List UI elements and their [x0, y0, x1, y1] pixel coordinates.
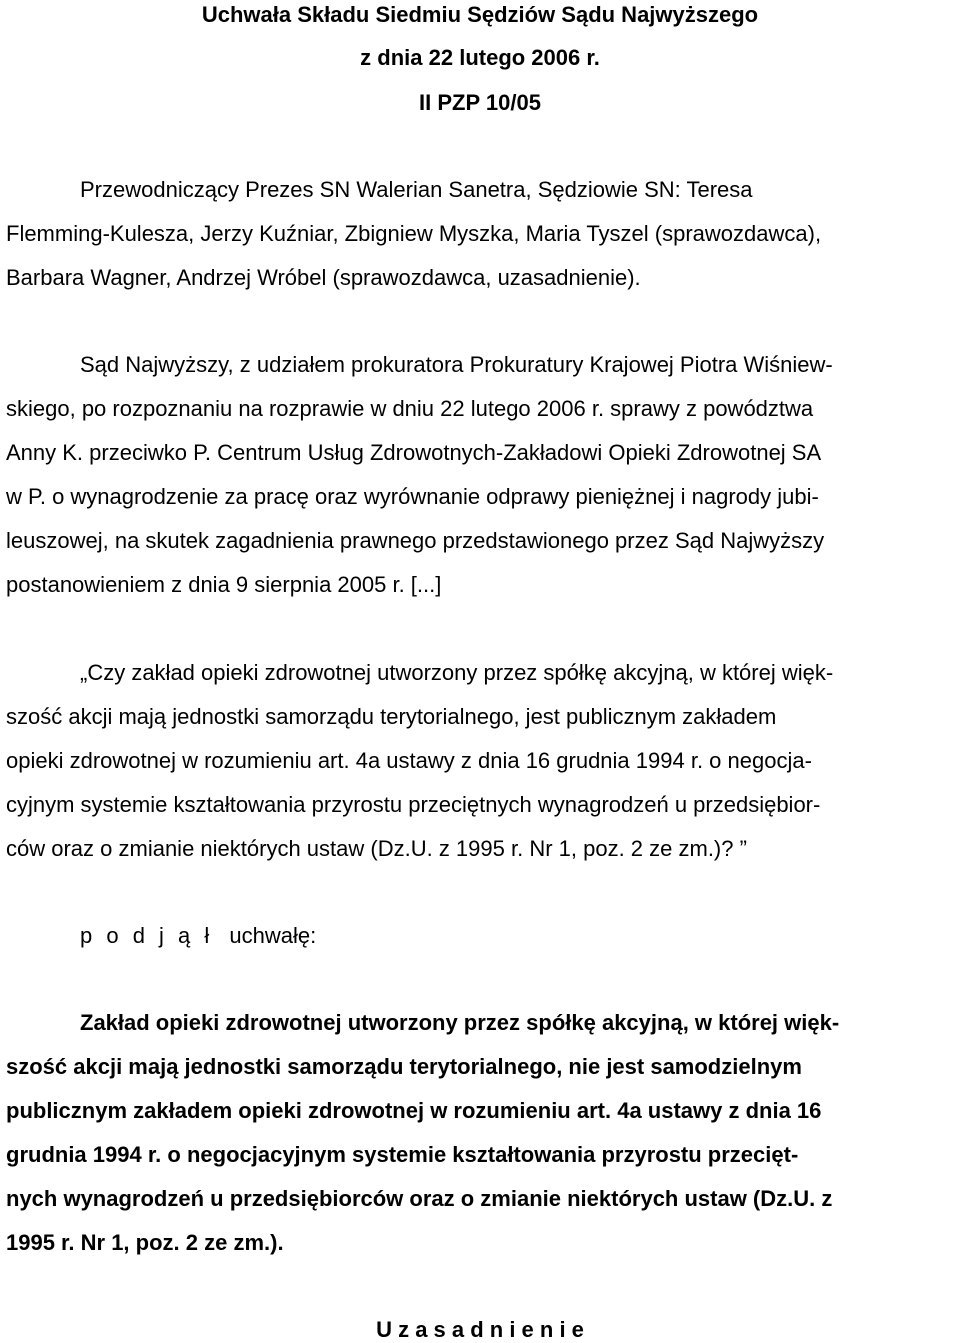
question-line: „Czy zakład opieki zdrowotnej utworzony przez spółkę akcyjną, w której więk-: [80, 660, 834, 685]
resolution-line: 1995 r. Nr 1, poz. 2 ze zm.).: [6, 1230, 284, 1255]
question-line: szość akcji mają jednostki samorządu terytorialnego, jest publicznym zakładem: [6, 704, 777, 729]
resolution-line: szość akcji mają jednostki samorządu terytorialnego, nie jest samodzielnym: [6, 1054, 802, 1079]
question-line: cyjnym systemie kształtowania przyrostu przeciętnych wynagrodzeń u przedsiębior-: [6, 792, 821, 817]
question-line: opieki zdrowotnej w rozumieniu art. 4a ustawy z dnia 16 grudnia 1994 r. o negocja-: [6, 748, 812, 773]
resolution-line: Zakład opieki zdrowotnej utworzony przez spółkę akcyjną, w której więk-: [80, 1010, 840, 1035]
intro-line: leuszowej, na skutek zagadnienia prawnego przedstawionego przez Sąd Najwyższy: [6, 528, 825, 553]
resolution-intro: [80, 923, 316, 949]
question-line: ców oraz o zmianie niektórych ustaw (Dz.U. z 1995 r. Nr 1, poz. 2 ze zm.)? ”: [6, 836, 747, 861]
resolution-line: nych wynagrodzeń u przedsiębiorców oraz o zmianie niektórych ustaw (Dz.U. z: [6, 1186, 833, 1211]
intro-line: Anny K. przeciwko P. Centrum Usług Zdrowotnych-Zakładowi Opieki Zdrowotnej SA: [6, 440, 822, 465]
intro-line: w P. o wynagrodzenie za pracę oraz wyrównanie odprawy pieniężnej i nagrody jubi-: [6, 484, 819, 509]
intro-line: postanowieniem z dnia 9 sierpnia 2005 r. [...]: [6, 572, 442, 597]
composition-line: Przewodniczący Prezes SN Walerian Sanetra, Sędziowie SN: Teresa: [80, 177, 753, 202]
case-number: II PZP 10/05: [419, 90, 541, 115]
resolution-line: grudnia 1994 r. o negocjacyjnym systemie kształtowania przyrostu przecięt-: [6, 1142, 799, 1167]
resolution-intro-rest: uchwałę:: [229, 923, 317, 948]
intro-line: Sąd Najwyższy, z udziałem prokuratora Prokuratury Krajowej Piotra Wiśniew-: [80, 352, 833, 377]
resolution-intro-spaced: p o d j ą ł: [80, 923, 214, 948]
justification-heading: U z a s a d n i e n i e: [376, 1317, 584, 1342]
title-line-2: z dnia 22 lutego 2006 r.: [360, 45, 600, 70]
composition-line: Barbara Wagner, Andrzej Wróbel (sprawozdawca, uzasadnienie).: [6, 265, 641, 290]
intro-line: skiego, po rozpoznaniu na rozprawie w dniu 22 lutego 2006 r. sprawy z powództwa: [6, 396, 814, 421]
title-line-1: Uchwała Składu Siedmiu Sędziów Sądu Najwyższego: [201, 2, 759, 27]
resolution-line: publicznym zakładem opieki zdrowotnej w rozumieniu art. 4a ustawy z dnia 16: [6, 1098, 822, 1123]
composition-line: Flemming-Kulesza, Jerzy Kuźniar, Zbigniew Myszka, Maria Tyszel (sprawozdawca),: [6, 221, 822, 246]
